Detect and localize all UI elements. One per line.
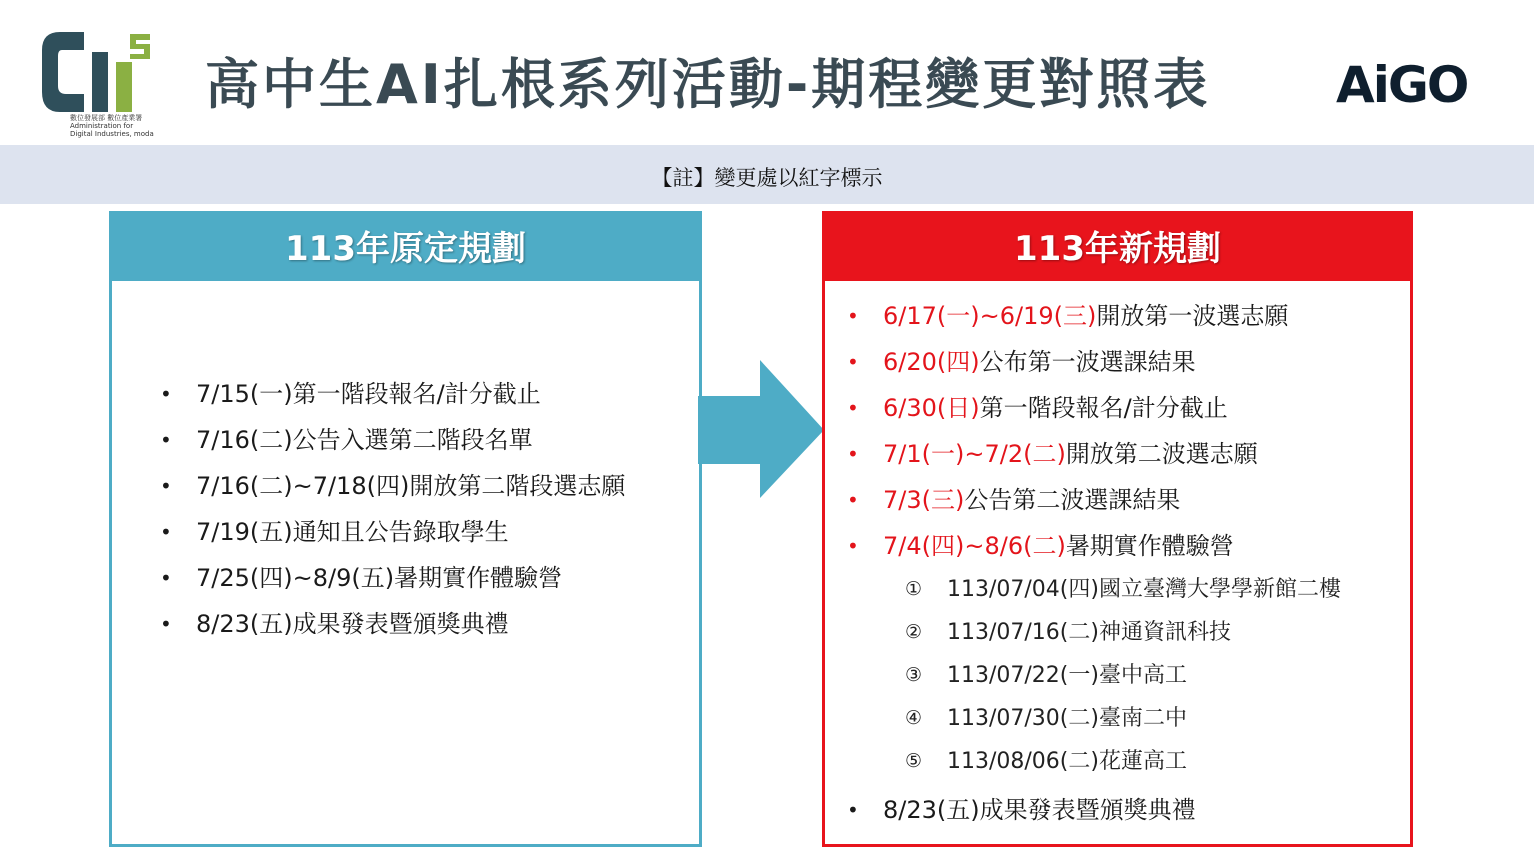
new-plan-title: 113年新規劃 [822,211,1413,281]
bullet-icon: • [160,520,172,544]
bullet-icon: • [847,488,859,512]
sub-list-item: ② 113/07/16(二)神通資訊科技 [947,611,1341,654]
list-item: • 7/16(二)公告入選第二階段名單 [196,417,625,463]
list-item: • 6/17(一)~6/19(三)開放第一波選志願 [883,293,1288,339]
original-plan-list [160,371,626,647]
page-title: 高中生AI扎根系列活動-期程變更對照表 [205,53,1211,116]
list-item: • 7/25(四)~8/9(五)暑期實作體驗營 [196,555,625,601]
list-item: • 7/16(二)~7/18(四)開放第二階段選志願 [196,463,625,509]
circled-number-icon: ④ [905,707,923,729]
logo-caption: 數位發展部 數位產業署 Administration for Digital Industries, moda [70,114,154,138]
list-item: • 8/23(五)成果發表暨頒獎典禮 [883,787,1196,833]
list-item: • 8/23(五)成果發表暨頒獎典禮 [196,601,625,647]
camp-location-list [905,568,1341,783]
list-item: • 7/4(四)~8/6(二)暑期實作體驗營 [883,523,1288,569]
circled-number-icon: ⑤ [905,750,923,772]
circled-number-icon: ③ [905,664,923,686]
bullet-icon: • [847,304,859,328]
list-item: • 6/20(四)公布第一波選課結果 [883,339,1288,385]
bullet-icon: • [160,474,172,498]
note-text: 【註】變更處以紅字標示 [651,166,883,190]
aigo-logo-text: AiGO [1336,56,1468,114]
new-plan-box [822,211,1413,847]
bullet-icon: • [160,612,172,636]
bullet-icon: • [847,442,859,466]
note-band [0,145,1534,204]
header [0,0,1534,145]
sub-list-item: ③ 113/07/22(一)臺中高工 [947,654,1341,697]
circled-number-icon: ① [905,578,923,600]
bullet-icon: • [160,428,172,452]
circled-number-icon: ② [905,621,923,643]
sub-list-item: ④ 113/07/30(二)臺南二中 [947,697,1341,740]
sub-list-item: ⑤ 113/08/06(二)花蓮高工 [947,740,1341,783]
original-plan-title: 113年原定規劃 [109,211,702,281]
list-item: • 7/19(五)通知且公告錄取學生 [196,509,625,555]
bullet-icon: • [160,566,172,590]
moda-logo [38,28,158,143]
sub-list-item: ① 113/07/04(四)國立臺灣大學學新館二樓 [947,568,1341,611]
right-arrow-icon [698,360,828,500]
aigo-logo [1336,56,1467,114]
list-item: • 6/30(日)第一階段報名/計分截止 [883,385,1288,431]
list-item: • 7/15(一)第一階段報名/計分截止 [196,371,625,417]
new-plan-list [847,293,1289,569]
original-plan-box [109,211,702,847]
bullet-icon: • [847,350,859,374]
bullet-icon: • [847,396,859,420]
bullet-icon: • [847,798,859,822]
list-item: • 7/1(一)~7/2(二)開放第二波選志願 [883,431,1288,477]
list-item: • 7/3(三)公告第二波選課結果 [883,477,1288,523]
bullet-icon: • [160,382,172,406]
di-logo-mark-icon [38,28,158,114]
bullet-icon: • [847,534,859,558]
